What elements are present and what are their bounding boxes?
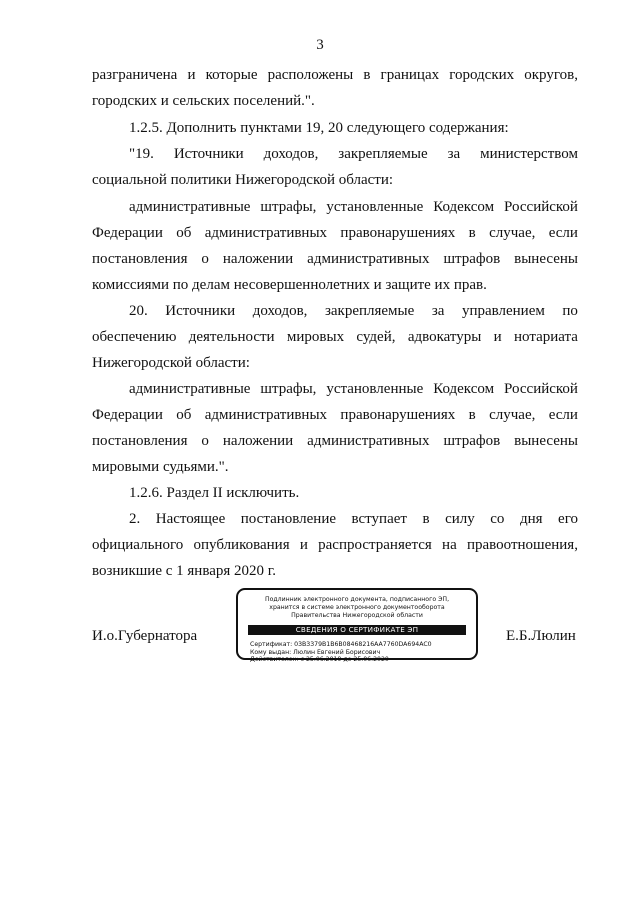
word: о	[201, 433, 209, 449]
stamp-header-line: Подлинник электронного документа, подписанного ЭП,	[264, 596, 450, 603]
word: городских	[449, 67, 515, 83]
stamp-banner: СВЕДЕНИЯ О СЕРТИФИКАТЕ ЭП	[248, 625, 466, 635]
word: расположены	[267, 67, 354, 83]
word: обеспечению	[92, 329, 177, 345]
word: наложении	[222, 251, 294, 267]
word: деятельности	[188, 329, 275, 345]
word: административных	[307, 251, 430, 267]
word: правонарушениях	[340, 407, 456, 423]
word: вступает	[351, 511, 407, 527]
word: Федерации	[92, 407, 163, 423]
word: правоотношения,	[466, 537, 578, 553]
word: со	[490, 511, 505, 527]
word: закрепляемые	[324, 303, 415, 319]
word: штрафов	[443, 251, 501, 267]
word: об	[176, 407, 192, 423]
word: Источники	[165, 303, 236, 319]
word: установленные	[326, 381, 424, 397]
word: министерством	[480, 146, 578, 162]
text-line-4	[129, 145, 578, 163]
word: об	[176, 225, 192, 241]
word: административных	[204, 225, 328, 241]
text-line-15	[92, 432, 578, 450]
word: административные	[129, 381, 251, 397]
word: по	[562, 303, 578, 319]
word: которые	[205, 67, 258, 83]
word: разграничена	[92, 67, 178, 83]
word: установленные	[326, 199, 424, 215]
word: его	[558, 511, 578, 527]
word: если	[548, 225, 578, 241]
word: в	[422, 511, 430, 527]
electronic-signature-stamp	[236, 588, 478, 663]
word: 20.	[129, 303, 148, 319]
text-line-20: возникшие с 1 января 2020 г.	[92, 563, 276, 579]
word: округов,	[524, 67, 578, 83]
text-line-2: городских и сельских поселений.".	[92, 93, 315, 109]
text-line-6	[129, 198, 578, 216]
word: наложении	[222, 433, 294, 449]
text-line-11	[92, 328, 578, 346]
word: штрафы,	[260, 199, 317, 215]
word: дня	[519, 511, 543, 527]
word: мировых	[286, 329, 345, 345]
text-line-12: Нижегородской области:	[92, 355, 250, 371]
text-line-1	[92, 66, 578, 84]
word: если	[548, 407, 578, 423]
text-line-17: 1.2.6. Раздел II исключить.	[129, 485, 300, 501]
text-line-9: комиссиями по делам несовершеннолетних и защите их прав.	[92, 277, 487, 293]
word: на	[442, 537, 457, 553]
word: вынесены	[514, 251, 578, 267]
text-line-3: 1.2.5. Дополнить пунктами 19, 20 следующего содержания:	[129, 120, 509, 136]
text-line-10	[129, 302, 578, 320]
word: за	[447, 146, 461, 162]
word: Федерации	[92, 225, 163, 241]
word: Российской	[504, 381, 578, 397]
word: нотариата	[514, 329, 578, 345]
word: и	[493, 329, 502, 345]
text-line-14	[92, 406, 578, 424]
word: административных	[307, 433, 430, 449]
word: Кодексом	[433, 381, 495, 397]
word: постановления	[92, 251, 188, 267]
word: Кодексом	[433, 199, 495, 215]
text-line-7	[92, 224, 578, 242]
word: о	[201, 251, 209, 267]
word: постановление	[240, 511, 337, 527]
word: за	[431, 303, 445, 319]
word: и	[187, 67, 196, 83]
text-line-8	[92, 250, 578, 268]
word: опубликования	[193, 537, 290, 553]
word: постановления	[92, 433, 188, 449]
stamp-header	[238, 596, 476, 620]
text-line-13	[129, 380, 578, 398]
word: в	[468, 407, 476, 423]
word: случае,	[489, 407, 536, 423]
word: Источники	[173, 146, 244, 162]
word: штрафов	[443, 433, 501, 449]
word: случае,	[489, 225, 536, 241]
word: штрафы,	[260, 381, 317, 397]
word: административные	[129, 199, 251, 215]
word: в	[468, 225, 476, 241]
word: и	[299, 537, 308, 553]
stamp-header-line: хранится в системе электронного документооборота	[269, 604, 445, 611]
signature-title: И.о.Губернатора	[92, 628, 198, 644]
text-line-16: мировыми судьями.".	[92, 459, 229, 475]
text-line-19	[92, 536, 578, 554]
word: силу	[445, 511, 475, 527]
word: 2.	[129, 511, 141, 527]
word: границах	[380, 67, 440, 83]
signature-name: Е.Б.Люлин	[506, 628, 576, 644]
text-line-18	[129, 510, 578, 528]
page-number: 3	[316, 37, 324, 53]
word: адвокатуры	[407, 329, 482, 345]
word: распространяется	[318, 537, 432, 553]
word: доходов,	[263, 146, 319, 162]
word: Настоящее	[155, 511, 226, 527]
stamp-issued-to: Кому выдан: Люлин Евгений Борисович	[250, 648, 381, 656]
stamp-header-line: Правительства Нижегородской области	[291, 612, 423, 619]
word: официального	[92, 537, 184, 553]
word: "19.	[129, 146, 154, 162]
stamp-certificate: Сертификат: 03B3379B1B6B08468216AA7760DA694AC0	[250, 641, 432, 648]
word: закрепляемые	[338, 146, 428, 162]
word: судей,	[356, 329, 396, 345]
word: доходов,	[252, 303, 308, 319]
word: административных	[204, 407, 328, 423]
word: управлением	[461, 303, 545, 319]
word: правонарушениях	[340, 225, 456, 241]
text-line-5: социальной политики Нижегородской области:	[92, 172, 394, 188]
stamp-details	[250, 641, 476, 664]
stamp-validity: Действителен: с 25.06.2019 до 25.06.2020	[250, 656, 389, 663]
word: в	[363, 67, 371, 83]
word: Российской	[504, 199, 578, 215]
word: вынесены	[514, 433, 578, 449]
